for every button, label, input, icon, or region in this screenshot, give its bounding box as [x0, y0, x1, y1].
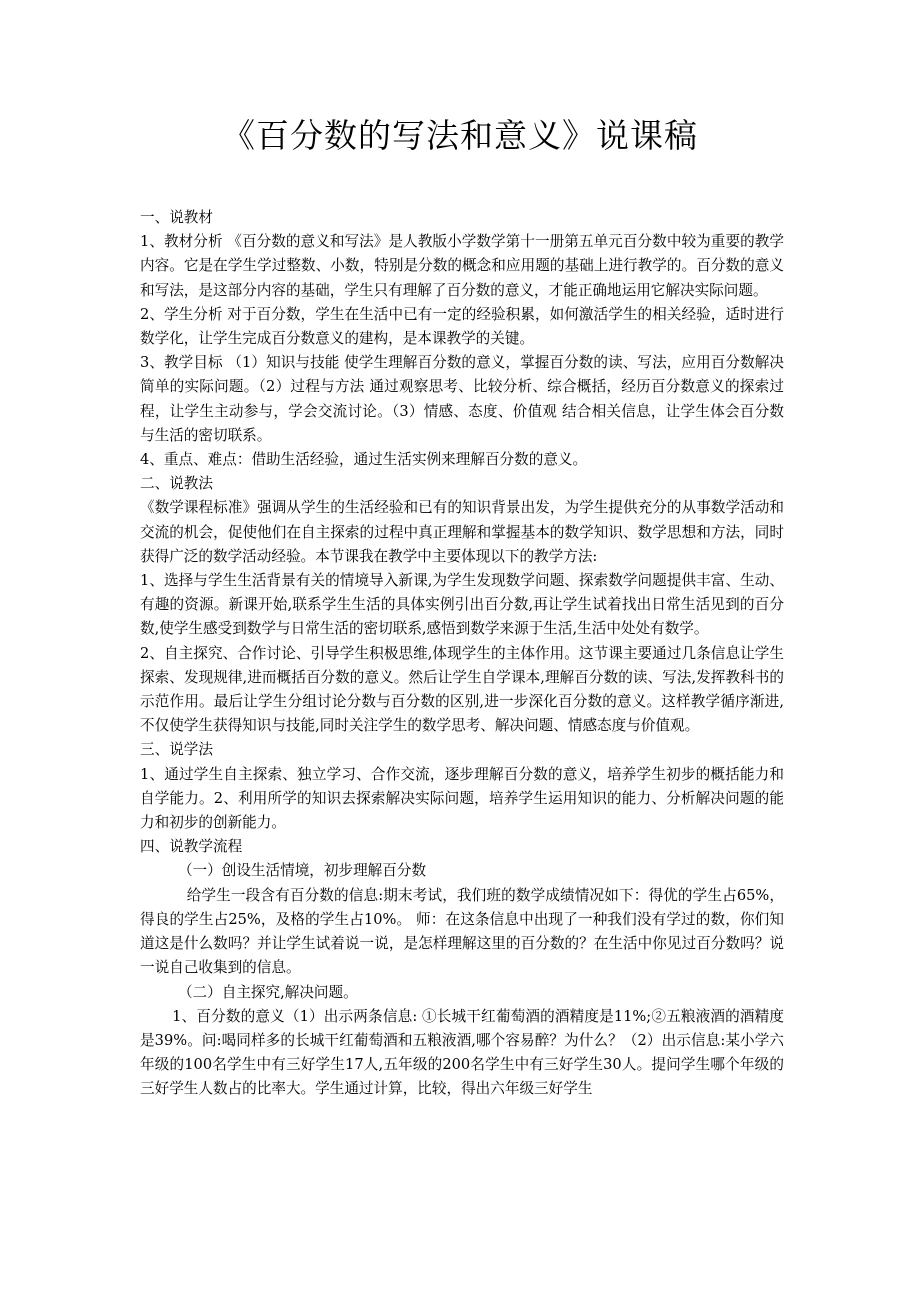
body-paragraph: 4、重点、难点：借助生活经验，通过生活实例来理解百分数的意义。 — [140, 451, 588, 469]
body-paragraph: 1、选择与学生生活背景有关的情境导入新课,为学生发现数学问题、探索数学问题提供丰富、生动、有趣的资源。新课开始,联系学生生活的具体实例引出百分数,再让学生试着找出日常生活见到的百分数,使学生感受到数学与日常生活的密切联系,感悟到数学来源于生活,生活中处处有数学。 — [140, 572, 784, 638]
body-paragraph: 给学生一段含有百分数的信息:期末考试，我们班的数学成绩情况如下：得优的学生占65%，得良的学生占25%，及格的学生占10%。 师：在这条信息中出现了一种我们没有学过的数，你们知道这是什么数吗？并让学生试着说一说，是怎样理解这里的百分数的？在生活中你见过百分数吗？说一说自己收集到的信息。 — [140, 886, 784, 977]
subsection-heading: （一）创设生活情境，初步理解百分数 — [177, 862, 427, 880]
body-paragraph: 1、教材分析 《百分数的意义和写法》是人教版小学数学第十一册第五单元百分数中较为重要的教学内容。它是在学生学过整数、小数，特别是分数的概念和应用题的基础上进行教学的。百分数的意义和写法，是这部分内容的基础，学生只有理解了百分数的意义，才能正确地运用它解决实际问题。 — [140, 233, 784, 299]
section-heading: 四、说教学流程 — [140, 838, 243, 856]
body-paragraph: 3、教学目标 （1）知识与技能 使学生理解百分数的意义，掌握百分数的读、写法，应用百分数解决简单的实际问题。（2）过程与方法 通过观察思考、比较分析、综合概括，经历百分数意义的探索过程，让学生主动参与，学会交流讨论。（3）情感、态度、价值观 结合相关信息，让学生体会百分数与生活的密切联系。 — [140, 354, 784, 444]
body-paragraph: 2、学生分析 对于百分数，学生在生活中已有一定的经验积累，如何激活学生的相关经验，适时进行数学化，让学生完成百分数意义的建构，是本课教学的关键。 — [140, 305, 784, 348]
document-title: 《百分数的写法和意义》说课稿 — [222, 116, 698, 155]
body-paragraph: 1、通过学生自主探索、独立学习、合作交流，逐步理解百分数的意义，培养学生初步的概括能力和自学能力。2、利用所学的知识去探索解决实际问题，培养学生运用知识的能力、分析解决问题的能力和初步的创新能力。 — [140, 765, 784, 832]
document-body — [140, 206, 784, 1102]
body-paragraph: 《数学课程标准》强调从学生的生活经验和已有的知识背景出发，为学生提供充分的从事数学活动和交流的机会，促使他们在自主探索的过程中真正理解和掌握基本的数学知识、数学思想和方法，同时获得广泛的数学活动经验。本节课我在教学中主要体现以下的教学方法: — [140, 499, 784, 565]
section-heading: 一、说教材 — [140, 209, 213, 226]
body-paragraph: 2、自主探究、合作讨论、引导学生积极思维,体现学生的主体作用。这节课主要通过几条信息让学生探索、发现规律,进而概括百分数的意义。然后让学生自学课本,理解百分数的读、写法,发挥教科书的示范作用。最后让学生分组讨论分数与百分数的区别,进一步深化百分数的意义。这样教学循序渐进,不仅使学生获得知识与技能,同时关注学生的数学思考、解决问题、情感态度与价值观。 — [140, 644, 784, 735]
subsection-heading: （二）自主探究,解决问题。 — [177, 983, 358, 1001]
body-paragraph: 1、百分数的意义（1）出示两条信息: ①长城干红葡萄酒的酒精度是11%;②五粮液酒的酒精度是39%。问:喝同样多的长城干红葡萄酒和五粮液酒,哪个容易醉？为什么？（2）出示信息:某小学六年级的100名学生中有三好学生17人,五年级的200名学生中有三好学生30人。提问学生哪个年级的三好学生人数占的比率大。学生通过计算，比较，得出六年级三好学生 — [140, 1007, 784, 1098]
section-heading: 二、说教法 — [140, 475, 213, 493]
section-heading: 三、说学法 — [140, 741, 213, 759]
